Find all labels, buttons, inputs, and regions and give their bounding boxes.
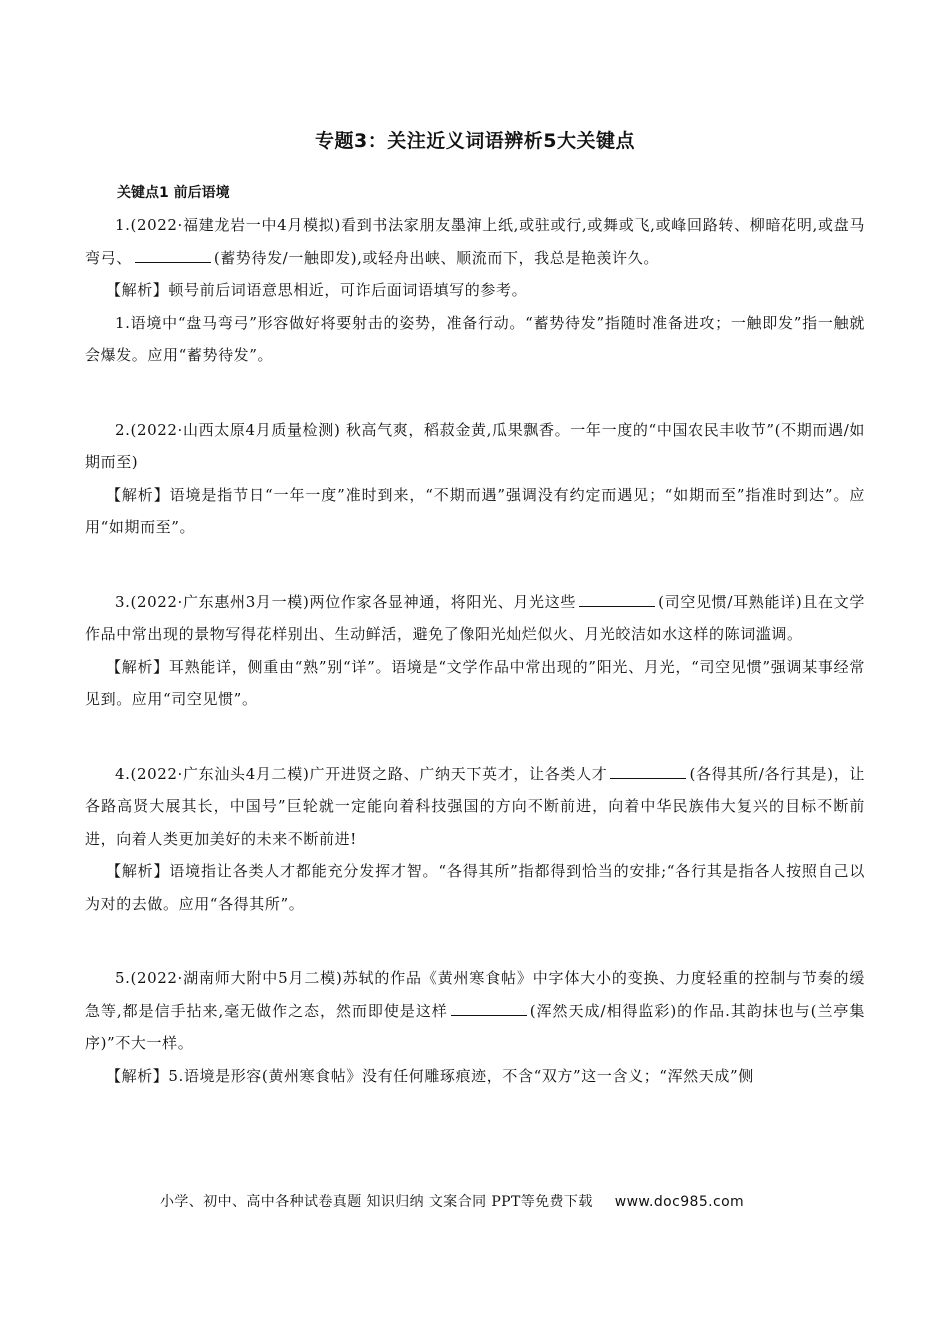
- analysis-1: 【解析】顿号前后词语意思相近，可诈后面词语填写的参考。: [106, 281, 528, 299]
- document-body: [85, 209, 865, 1092]
- footer-url-link[interactable]: www.doc985.com: [614, 1194, 745, 1210]
- analysis-2: 【解析】语境是指节日“一年一度”准时到来，“不期而遇”强调没有约定而遇见；“如期而至”指准时到达”。应用“如期而至”。: [85, 485, 865, 536]
- answer-blank-5[interactable]: [451, 1000, 527, 1016]
- answer-blank-4[interactable]: [610, 763, 686, 779]
- section-heading: 关键点1 前后语境: [117, 185, 230, 201]
- analysis-4: 【解析】语境指让各类人才都能充分发挥才智。“各得其所”指都得到恰当的安排;“各行其是指各人按照自己以为对的去做。应用“各得其所”。: [85, 862, 865, 913]
- question-1-text-after: (蓄势待发/一触即发),或轻舟出峡、顺流而下，我总是艳羡许久。: [213, 248, 659, 267]
- analysis-3: 【解析】耳熟能详，侧重由“熟”别“详”。语境是“文学作品中常出现的”阳光、月光，“司空见惯”强调某事经常见到。应用“司空见惯”。: [85, 657, 865, 708]
- spacer: [85, 544, 865, 586]
- answer-blank-3[interactable]: [579, 591, 655, 607]
- spacer: [85, 716, 865, 758]
- analysis-5: 【解析】5.语境是形容(黄州寒食帖》没有任何雕琢痕迹，不含“双方”这一含义；“浑然天成”侧: [106, 1066, 754, 1085]
- spacer: [85, 920, 865, 962]
- question-4-text-before: 4.(2022·广东汕头4月二模)广开进贤之路、广纳天下英才，让各类人才: [115, 764, 608, 783]
- question-2: [85, 414, 865, 479]
- question-2-text: 2.(2022·山西太原4月质量检测) 秋高气爽，稻菽金黄,瓜果飘香。一年一度的“中国农民丰收节”(不期而遇/如期而至): [85, 420, 865, 471]
- footer-text: 小学、初中、高中各种试卷真题 知识归纳 文案合同 PPT等免费下载: [160, 1194, 593, 1210]
- question-1-text-before: 1.(2022·福建龙岩一中4月模拟)看到书法家朋友墨渖上纸,或驻或行,或舞或飞,或峰回路转、柳暗花明,或盘马弯弓、: [85, 216, 865, 267]
- question-4-text-after: (各得其所/各行其是)，让各路高贤大展其长，中国号”巨轮就一定能向着科技强国的方向不断前进，向着中华民族伟大复兴的目标不断前进，向着人类更加美好的未来不断前进!: [85, 764, 866, 848]
- question-3-text-after: (司空见惯/耳熟能详)且在文学作品中常出现的景物写得花样别出、生动鲜活，避免了像阳光灿烂似火、月光皎洁如水这样的陈词滥调。: [85, 592, 866, 643]
- answer-blank-1[interactable]: [135, 247, 211, 263]
- question-5: [85, 962, 865, 1060]
- question-4: [85, 758, 865, 856]
- page-title: 专题3：关注近义词语辨析5大关键点: [315, 130, 635, 152]
- question-5-text-before: 5.(2022·湖南师大附中5月二模)苏轼的作品《黄州寒食帖》中字体大小的变换、力度轻重的控制与节奏的缓急等,都是信手拈来,毫无做作之态，然而即使是这样: [85, 969, 865, 1020]
- explanation-1: 1.语境中“盘马弯弓”形容做好将要射击的姿势，准备行动。“蓄势待发”指随时准备进攻；一触即发”指一触就会爆发。应用“蓄势待发”。: [85, 313, 865, 364]
- question-5-text-after: (浑然天成/相得监彩)的作品.其韵抹也与(兰亭集序)”不大一样。: [85, 1001, 865, 1052]
- question-3: [85, 586, 865, 651]
- spacer: [85, 372, 865, 414]
- page-footer: [160, 1191, 840, 1211]
- question-3-text-before: 3.(2022·广东惠州3月一模)两位作家各显神通，将阳光、月光这些: [115, 592, 577, 611]
- question-1: [85, 209, 865, 274]
